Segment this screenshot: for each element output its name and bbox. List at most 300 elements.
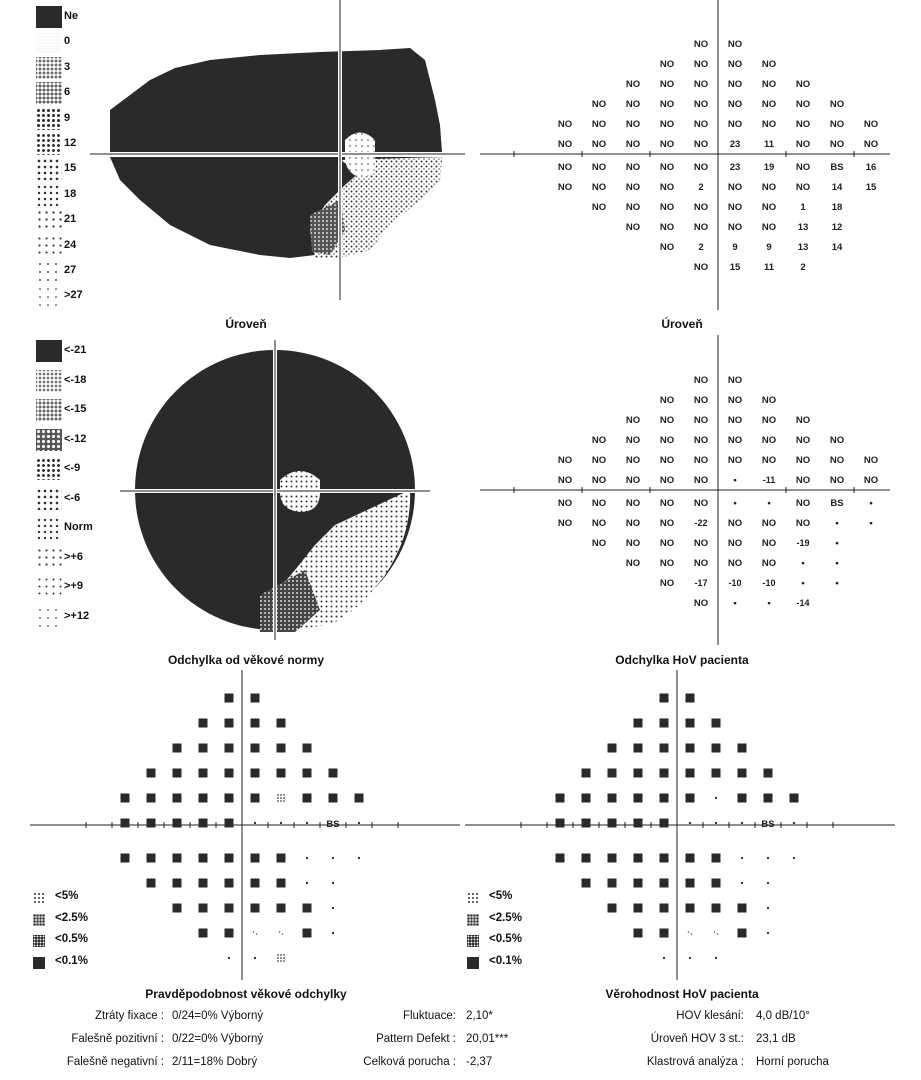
pattern-probability-title: Věrohodnost HoV pacienta [605,987,759,1001]
grid-value: NO [727,39,743,50]
legend-swatch [36,606,62,628]
grid-value: NO [659,59,675,70]
legend-swatch [36,6,62,28]
blind-spot-label: BS [830,162,844,173]
probability-symbol [306,857,308,859]
legend-label: Norm [64,521,93,533]
sensitivity-values-grid [480,0,900,310]
grid-value: 18 [831,202,843,213]
probability-symbol [634,794,643,803]
stat-label: Úroveň HOV 3 st.: [650,1033,744,1045]
probability-symbol [173,819,182,828]
legend-label: 9 [64,111,71,124]
probability-symbol [280,822,282,824]
grid-value: NO [659,498,675,509]
probability-symbol [225,879,234,888]
probability-symbol [582,794,591,803]
grid-value: • [835,558,839,569]
grid-value: NO [863,475,879,486]
probability-symbol [121,794,130,803]
grid-value: • [733,475,737,486]
probability-symbol [738,794,747,803]
grid-value: 23 [729,139,741,150]
legend-label: Ne [64,10,79,22]
grid-value: NO [829,139,845,150]
grid-value: NO [795,162,811,173]
probability-symbol [225,744,234,753]
probability-symbol [147,819,156,828]
probability-symbol [329,769,338,778]
legend-swatch [36,517,62,539]
grid-value: NO [591,182,607,193]
grid-value: NO [863,455,879,466]
probability-symbol [199,819,208,828]
grid-value: NO [591,498,607,509]
grid-value: NO [659,202,675,213]
grid-value: NO [727,455,743,466]
legend-swatch [36,57,62,79]
probability-symbol [738,769,747,778]
grid-value: NO [795,498,811,509]
grid-value: NO [591,99,607,110]
probability-symbol [306,822,308,824]
grid-value: NO [557,162,573,173]
grid-value: NO [727,222,743,233]
grid-value: NO [693,598,709,609]
probability-symbol [793,822,795,824]
grid-value: NO [761,415,777,426]
grid-value: NO [693,395,709,406]
grid-value: NO [591,518,607,529]
grid-value: 1 [800,202,806,213]
blind-spot-label: BS [761,819,775,830]
probability-symbol [712,719,721,728]
grid-value: NO [625,455,641,466]
probability-symbol [251,879,260,888]
legend-swatch [36,133,62,155]
probability-symbol [714,931,719,935]
probability-symbol [634,879,643,888]
legend-label: <-21 [64,344,87,356]
stat-value: Horní porucha [756,1056,829,1068]
probability-symbol [686,694,695,703]
grid-value: • [767,498,771,509]
grid-value: NO [693,119,709,130]
probability-legend-swatch [467,914,479,926]
pattern-deviation-title: Odchylka HoV pacienta [615,653,749,667]
grid-value: NO [795,139,811,150]
deviation-values-grid [480,335,900,645]
grid-value: NO [659,242,675,253]
grid-value: NO [659,475,675,486]
grid-value: • [835,518,839,529]
probability-symbol [608,854,617,863]
probability-symbol [660,744,669,753]
probability-symbol [303,794,312,803]
grid-value: NO [659,162,675,173]
legend-label: >27 [64,289,83,302]
legend-label: <-18 [64,373,87,386]
probability-symbol [686,769,695,778]
probability-symbol [582,819,591,828]
grid-value: NO [727,538,743,549]
grid-value: NO [727,79,743,90]
grid-value: NO [693,415,709,426]
grid-value: • [869,498,873,509]
grid-value: NO [591,538,607,549]
grid-value: NO [625,202,641,213]
legend-swatch [36,547,62,569]
probability-symbol [277,904,286,913]
probability-symbol [688,931,693,935]
grid-value: NO [761,558,777,569]
legend-label: 0 [64,35,71,48]
probability-symbol [332,932,334,934]
probability-symbol [277,744,286,753]
legend-label: >+9 [64,580,83,592]
grid-value: NO [625,518,641,529]
grid-value: 12 [831,222,843,233]
grid-value: NO [625,475,641,486]
probability-symbol [225,694,234,703]
blind-spot-label: BS [830,498,844,509]
grid-value: • [801,578,805,589]
probability-symbol [199,904,208,913]
grid-value: NO [727,375,743,386]
probability-legend-label: <5% [55,890,79,902]
grid-value: NO [557,498,573,509]
probability-legend-swatch [33,957,45,969]
probability-symbol [686,879,695,888]
probability-symbol [715,797,717,799]
grid-value: -10 [762,578,776,588]
grid-value: 13 [797,242,809,253]
grid-value: NO [659,182,675,193]
pattern-probability-plot [465,670,905,980]
probability-symbol [277,769,286,778]
probability-symbol [329,794,338,803]
grid-value: NO [693,39,709,50]
stat-value: 0/22=0% Výborný [172,1033,264,1045]
probability-symbol [660,694,669,703]
grid-value: NO [761,182,777,193]
probability-legend-label: <0.1% [489,954,522,967]
grid-value: NO [693,79,709,90]
grid-value: NO [727,119,743,130]
probability-symbol [660,879,669,888]
probability-symbol [608,879,617,888]
grid-value: NO [795,435,811,446]
probability-symbol [251,744,260,753]
probability-symbol [199,744,208,753]
grid-value: NO [727,558,743,569]
grid-value: 14 [831,242,843,253]
legend-swatch [36,488,62,510]
grid-value: 15 [865,182,877,193]
grid-value: 2 [800,262,806,273]
legend-swatch [36,576,62,598]
grid-value: NO [795,99,811,110]
grid-value: NO [693,375,709,386]
probability-symbol [147,794,156,803]
probability-symbol [173,794,182,803]
legend-label: >+6 [64,550,83,563]
probability-symbol [660,769,669,778]
probability-symbol [199,879,208,888]
probability-symbol [173,769,182,778]
probability-symbol [332,882,334,884]
probability-legend-swatch [467,957,479,969]
probability-symbol [608,904,617,913]
grid-value: NO [659,415,675,426]
probability-symbol [225,769,234,778]
grid-value: NO [625,435,641,446]
grid-value: NO [761,119,777,130]
probability-symbol [767,932,769,934]
grid-value: NO [795,79,811,90]
grid-value: • [835,578,839,589]
grid-value: 15 [729,262,741,273]
probability-symbol [556,794,565,803]
stat-value: 23,1 dB [756,1033,796,1045]
probability-symbol [253,931,258,935]
stat-value: -2,37 [466,1056,493,1068]
legend-label: 3 [64,60,71,73]
grid-value: NO [659,99,675,110]
grid-value: NO [795,415,811,426]
grid-value: NO [761,222,777,233]
probability-symbol [147,879,156,888]
legend-swatch [36,399,62,421]
grid-value: • [733,498,737,509]
stat-label: Falešně negativní : [66,1056,164,1068]
probability-symbol [277,854,286,863]
grid-value: 11 [763,139,775,150]
probability-symbol [332,857,334,859]
stat-value: 0/24=0% Výborný [172,1010,264,1022]
grid-value: NO [829,99,845,110]
probability-symbol [147,854,156,863]
grid-value: NO [557,475,573,486]
grid-value: NO [659,139,675,150]
probability-legend-swatch [467,892,479,904]
probability-symbol [689,957,691,959]
grid-value: NO [761,79,777,90]
stat-label: Klastrová analýza : [646,1056,744,1068]
probability-symbol [254,822,256,824]
legend-swatch [36,340,62,362]
grid-value: NO [591,119,607,130]
grid-value: NO [591,435,607,446]
grid-value: NO [659,395,675,406]
grid-value: NO [727,99,743,110]
probability-legend-swatch [33,892,45,904]
probability-symbol [556,819,565,828]
probability-symbol [199,854,208,863]
probability-symbol [199,769,208,778]
grid-value: NO [795,475,811,486]
probability-symbol [660,819,669,828]
probability-symbol [251,854,260,863]
grid-value: NO [557,119,573,130]
grid-value: NO [761,538,777,549]
legend-swatch [36,285,62,307]
probability-legend-label: <0.1% [55,954,88,967]
probability-symbol [199,794,208,803]
probability-symbol [582,879,591,888]
grid-value: 9 [732,242,738,253]
grid-value: -19 [796,538,810,548]
grid-value: NO [591,162,607,173]
grid-value: NO [625,162,641,173]
stat-label: Fluktuace: [402,1010,456,1022]
grid-value: NO [591,455,607,466]
probability-symbol [225,794,234,803]
probability-symbol [767,907,769,909]
probability-symbol [608,794,617,803]
grid-value: 23 [729,162,741,173]
stat-label: Celková porucha : [363,1056,456,1068]
probability-symbol [251,694,260,703]
probability-symbol [277,794,285,802]
legend-swatch [36,370,62,392]
probability-symbol [225,854,234,863]
probability-symbol [251,769,260,778]
probability-symbol [738,929,747,938]
probability-symbol [712,769,721,778]
probability-symbol [147,769,156,778]
probability-symbol [741,857,743,859]
grid-value: NO [659,538,675,549]
probability-symbol [686,744,695,753]
probability-symbol [199,929,208,938]
grid-value: NO [727,395,743,406]
probability-symbol [277,954,285,962]
probability-symbol [228,957,230,959]
grid-value: NO [863,119,879,130]
legend-swatch [36,31,62,53]
grid-value: NO [625,498,641,509]
probability-symbol [358,857,360,859]
legend-label: <-6 [64,491,81,504]
stat-label: Pattern Defekt : [376,1033,456,1045]
grid-value: -22 [694,518,708,528]
grid-value: NO [727,202,743,213]
probability-symbol [660,794,669,803]
probability-symbol [634,904,643,913]
grid-value: NO [625,99,641,110]
grid-value: NO [659,518,675,529]
probability-symbol [173,854,182,863]
probability-symbol [303,904,312,913]
grid-value: • [801,558,805,569]
grid-value: NO [693,162,709,173]
probability-symbol [251,904,260,913]
grid-value: NO [795,182,811,193]
probability-symbol [121,819,130,828]
grid-value: NO [659,578,675,589]
stat-value: 2,10* [466,1010,493,1022]
legend-label: 15 [64,162,77,175]
grid-value: NO [829,455,845,466]
legend-swatch [36,429,62,451]
grid-value: NO [863,139,879,150]
probability-symbol [686,794,695,803]
probability-symbol [712,879,721,888]
legend-swatch [36,235,62,257]
probability-symbol [608,769,617,778]
grid-value: 16 [865,162,877,173]
probability-symbol [303,769,312,778]
grid-value: NO [693,558,709,569]
grid-value: NO [625,558,641,569]
grid-value: NO [693,262,709,273]
probability-symbol [225,904,234,913]
grid-value: NO [761,518,777,529]
grid-value: NO [727,435,743,446]
probability-symbol [686,854,695,863]
legend-swatch [36,458,62,480]
probability-symbol [225,929,234,938]
grid-value: NO [591,139,607,150]
grid-value: -14 [796,598,810,608]
legend-label: 6 [64,86,71,99]
grid-value: -17 [694,578,708,588]
probability-legend-label: <0.5% [55,933,88,945]
stat-label: Ztráty fixace : [94,1010,164,1022]
grid-value: • [835,538,839,549]
legend-label: <-12 [64,432,87,445]
probability-symbol [608,819,617,828]
probability-symbol [277,879,286,888]
grid-value: NO [557,455,573,466]
grid-value: NO [727,518,743,529]
grid-value: NO [693,59,709,70]
legend-swatch [36,209,62,231]
stat-value: 20,01*** [466,1033,509,1045]
grid-value: NO [761,395,777,406]
grid-value: NO [693,222,709,233]
grid-value: NO [761,455,777,466]
probability-symbol [767,882,769,884]
probability-symbol [660,904,669,913]
probability-symbol [254,957,256,959]
probability-symbol [764,794,773,803]
grid-value: NO [693,475,709,486]
grid-value: • [733,598,737,609]
grid-value: NO [829,475,845,486]
grid-value: NO [693,435,709,446]
grid-value: 13 [797,222,809,233]
grid-value: NO [693,498,709,509]
probability-symbol [225,819,234,828]
probability-symbol [173,744,182,753]
grid-value: NO [659,435,675,446]
grid-value: 14 [831,182,843,193]
grid-value: NO [557,182,573,193]
age-probability-plot [30,670,460,980]
probability-symbol [793,857,795,859]
grid-value: 2 [698,242,704,253]
grid-value: NO [557,139,573,150]
probability-legend-label: <2.5% [55,911,88,924]
probability-symbol [634,744,643,753]
grid-value: NO [693,202,709,213]
legend-label: <-9 [64,462,81,474]
sensitivity-greyscale-map [90,0,465,300]
grid-value: • [767,598,771,609]
probability-symbol [738,744,747,753]
